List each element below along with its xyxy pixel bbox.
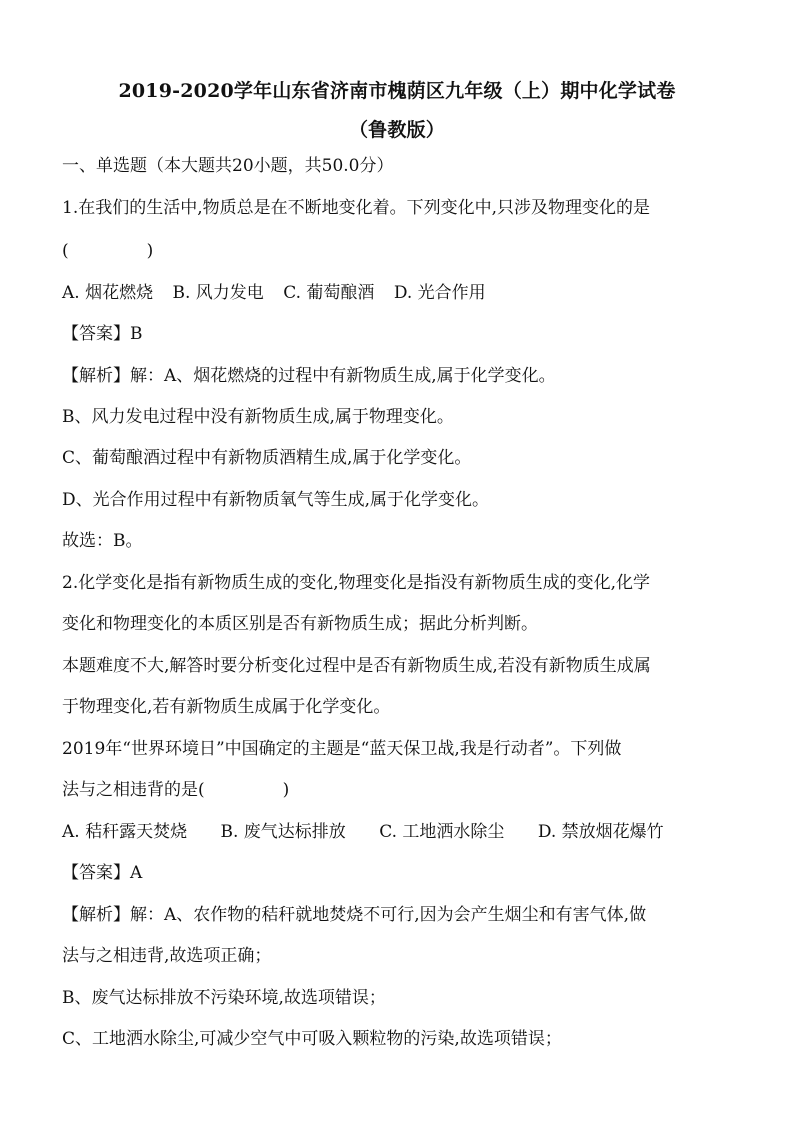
q2-analysis-line: C、工地洒水除尘,可减少空气中可吸入颗粒物的污染,故选项错误； [62,1029,562,1049]
q1-option-c: C. 葡萄酿酒 [283,283,375,303]
section-heading: 一、单选题（本大题共20小题，共50.0分） [62,156,394,176]
q2-option-c: C. 工地洒水除尘 [379,822,505,842]
q1-analysis-line: 2.化学变化是指有新物质生成的变化,物理变化是指没有新物质生成的变化,化学 [62,573,651,593]
q2-answer: 【答案】A [62,863,143,883]
q1-analysis-line: B、风力发电过程中没有新物质生成,属于物理变化。 [62,407,454,427]
q2-stem-line2 [62,778,742,802]
q2-paren-close: ) [282,780,290,800]
q1-analysis-line: 【解析】解：A、烟花燃烧的过程中有新物质生成,属于化学变化。 [62,366,556,386]
q1-analysis-line: 于物理变化,若有新物质生成属于化学变化。 [62,697,391,717]
q2-option-b: B. 废气达标排放 [220,822,346,842]
q1-option-a: A. 烟花燃烧 [62,283,154,303]
q2-option-d: D. 禁放烟花爆竹 [537,822,664,842]
q1-option-d: D. 光合作用 [393,283,486,303]
q1-paren-open: ( [62,241,69,261]
q2-options [62,820,742,844]
document-title: 2019-2020学年山东省济南市槐荫区九年级（上）期中化学试卷 [118,80,676,102]
q1-analysis-line: C、葡萄酿酒过程中有新物质酒精生成,属于化学变化。 [62,448,472,468]
q2-option-a: A. 秸秆露天焚烧 [62,822,188,842]
document-subtitle: （鲁教版） [348,119,445,141]
q2-analysis-line: B、废气达标排放不污染环境,故选项错误； [62,988,386,1008]
q1-option-b: B. 风力发电 [172,283,264,303]
q1-blank [62,239,742,263]
q2-stem-line1: 2019年“世界环境日”中国确定的主题是“蓝天保卫战,我是行动者”。下列做 [62,739,622,759]
q1-analysis-line: D、光合作用过程中有新物质氧气等生成,属于化学变化。 [62,490,490,510]
q2-analysis-line: 【解析】解：A、农作物的秸秆就地焚烧不可行,因为会产生烟尘和有害气体,做 [62,905,647,925]
q1-options [62,281,742,305]
q1-analysis-line: 变化和物理变化的本质区别是否有新物质生成；据此分析判断。 [62,614,538,634]
q1-stem: 1.在我们的生活中,物质总是在不断地变化着。下列变化中,只涉及物理变化的是 [62,198,651,218]
q1-analysis-line: 本题难度不大,解答时要分析变化过程中是否有新物质生成,若没有新物质生成属 [62,656,651,676]
q1-analysis-line: 故选：B。 [62,531,143,551]
q2-analysis-line: 法与之相违背,故选项正确； [62,946,272,966]
q1-answer: 【答案】B [62,324,143,344]
q2-stem-text: 法与之相违背的是( [62,780,205,800]
q1-paren-close: ) [146,241,154,261]
